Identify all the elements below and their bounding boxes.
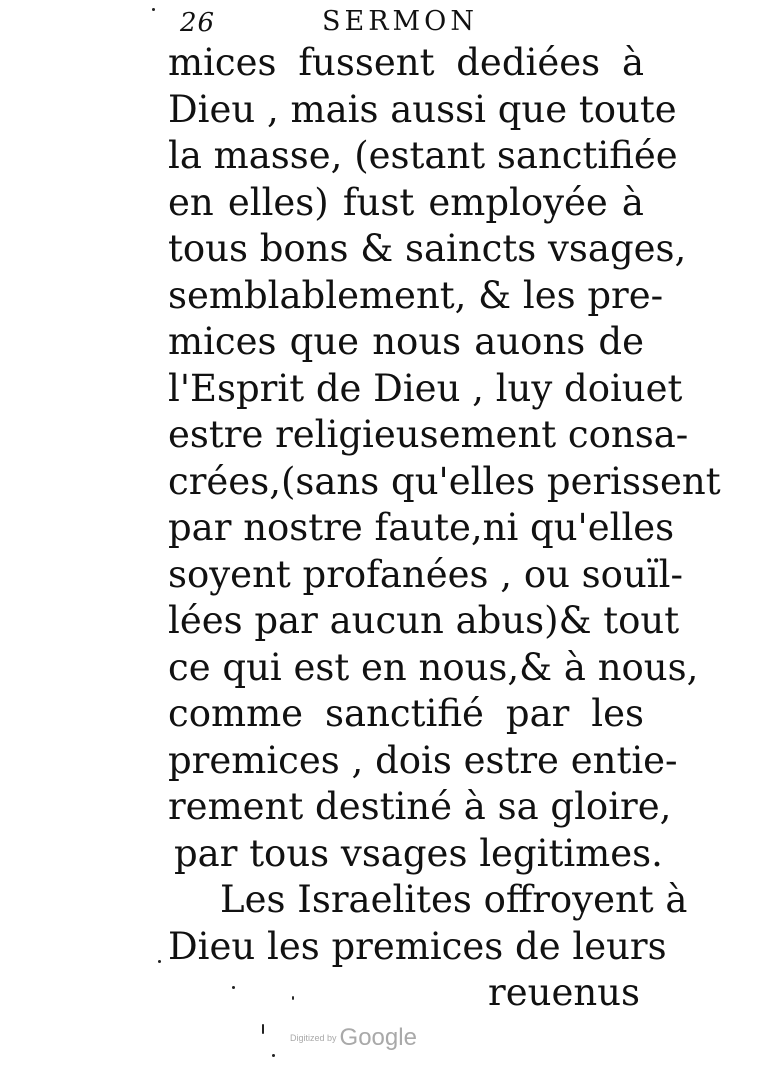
text-line: Les Israelites offroyent à: [220, 878, 688, 921]
text-line: ce qui est en nous,& à nous,: [168, 645, 699, 689]
running-head: SERMON: [322, 6, 478, 37]
text-line: par tous vsages legitimes.: [174, 831, 663, 875]
text-line: lées par aucun abus)& tout: [168, 599, 680, 642]
page-header: [170, 4, 640, 44]
catchword: reuenus: [488, 971, 640, 1014]
digitized-by-google-watermark: [290, 1024, 417, 1052]
ink-speck: [152, 8, 155, 11]
text-line: comme sanctifié par les: [168, 692, 644, 735]
page-number: 26: [180, 8, 216, 38]
text-line: la masse, (estant sanctifiée: [168, 134, 678, 177]
text-line: l'Esprit de Dieu , luy doiuet: [168, 366, 683, 410]
ink-speck: [292, 996, 294, 1000]
text-line: crées,(sans qu'elles perissent: [168, 459, 721, 503]
watermark-brand: Google: [339, 1024, 417, 1051]
text-line: semblablement, & les pre-: [168, 273, 664, 317]
text-line: Dieu , mais aussi que toute: [168, 87, 677, 131]
ink-speck: [272, 1054, 275, 1057]
text-line: mices que nous auons de: [168, 320, 644, 363]
text-line: mices fussent dediées à: [168, 41, 644, 84]
watermark-prefix: Digitized by: [290, 1033, 337, 1043]
ink-speck: [158, 960, 161, 963]
ink-speck: [232, 986, 235, 989]
text-line: estre religieusement consa-: [168, 413, 689, 456]
sermon-text: [168, 40, 721, 1017]
ink-speck: [262, 1024, 264, 1034]
text-line: Dieu les premices de leurs: [168, 924, 667, 968]
text-line: premices , dois estre entie-: [168, 738, 678, 782]
text-line: rement destiné à sa gloire,: [168, 785, 672, 828]
text-line: par nostre faute,ni qu'elles: [168, 506, 675, 549]
text-line: tous bons & saincts vsages,: [168, 227, 687, 270]
text-line: en elles) fust employée à: [168, 180, 644, 224]
text-line: soyent profanées , ou souïl-: [168, 552, 683, 596]
